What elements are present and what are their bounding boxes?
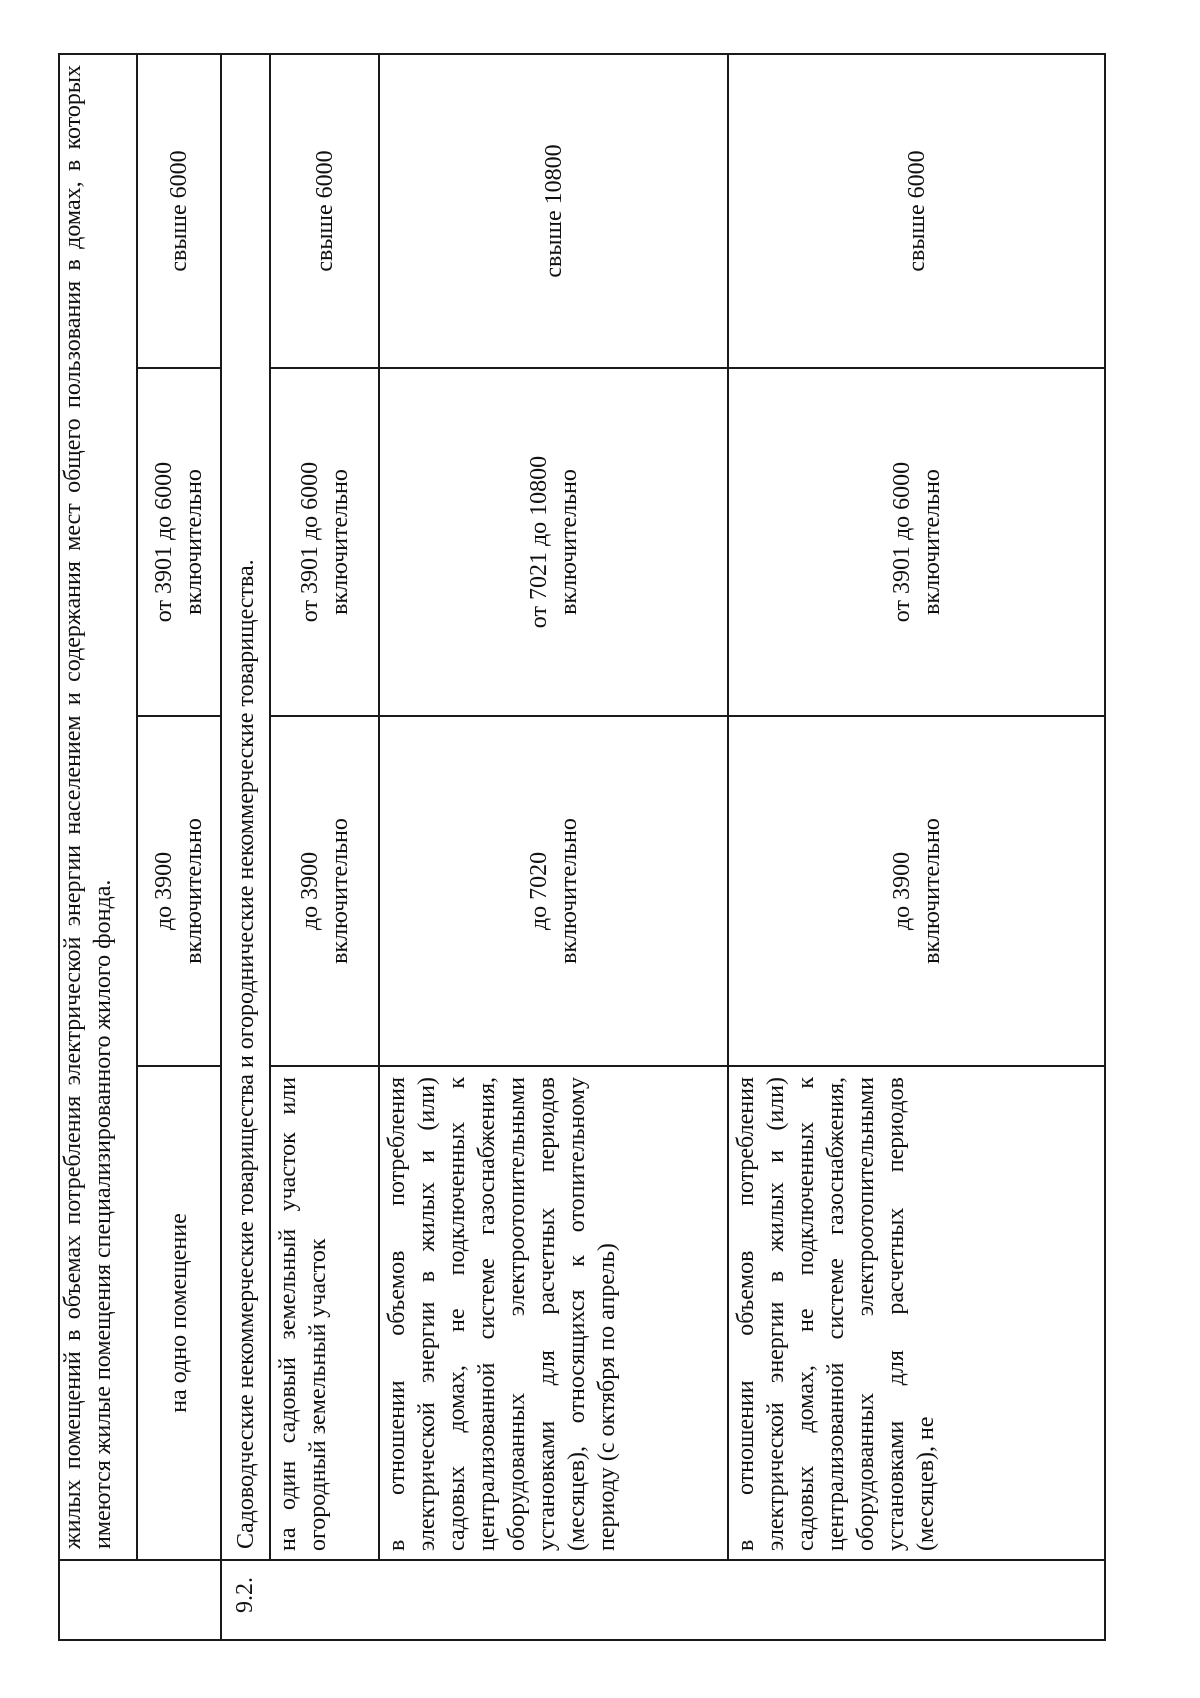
row3-col2-line2: включительно: [918, 469, 945, 615]
row3-col3: [729, 55, 1104, 367]
rotated-page: [58, 53, 1106, 1641]
row2-label: в отношении объемов потребления электрической энергии в жилых и (или) садовых домах, не подключенных к централизованной системе газоснабжения, оборудованных электроотопительными установками для расчетных периодов (месяцев), относящихся к отопительному периоду (с октября по апрель): [384, 1077, 620, 1551]
section-title-text: Садоводческие некоммерческие товарищества и огороднические некоммерческие товарищества.: [232, 559, 259, 1549]
header-row-col1-line1: до 3900: [151, 851, 177, 931]
row3-label: в отношении объемов потребления электрической энергии в жилых и (или) садовых домах, не подключенных к централизованной системе газоснабжения, оборудованных электроотопительными установками для расчетных периодов (месяцев), не: [733, 1077, 939, 1551]
header-row-label: [138, 1067, 220, 1559]
row1-col2: [271, 369, 378, 715]
header-row-col1-line2: включительно: [181, 818, 207, 964]
row3-col3-text: свыше 6000: [903, 150, 930, 272]
row2-col3-text: свыше 10800: [540, 144, 567, 278]
row3-col1-line1: до 3900: [888, 851, 915, 931]
row1-col2-line1: от 3901 до 6000: [296, 461, 323, 623]
row2-col1-line1: до 7020: [525, 851, 552, 931]
row3-col2: [729, 369, 1104, 715]
rule-number-col: [58, 1559, 1106, 1561]
row1-col1: [271, 717, 378, 1065]
header-row-col2: [138, 369, 220, 715]
row2-col1: [380, 717, 727, 1065]
row1-col3-text: свыше 6000: [311, 150, 338, 272]
header-row-col3: [138, 55, 220, 367]
section-number: 9.2.: [232, 1577, 258, 1613]
row1-col1-line1: до 3900: [296, 851, 323, 931]
row3-col1-line2: включительно: [918, 818, 945, 964]
header-row-col2-line2: включительно: [181, 469, 207, 615]
header-text: жилых помещений в объемах потребления электрической энергии населением и содержания мест общего пользования в домах, в которых имеются жилые помещения специализированного жилого фонда.: [60, 65, 116, 1549]
row3-col1: [729, 717, 1104, 1065]
row1-col3: [271, 55, 378, 367]
table-border-bottom: [1104, 53, 1106, 1641]
row2-col3: [380, 55, 727, 367]
row1-col2-line2: включительно: [326, 469, 353, 615]
row3-col2-line1: от 3901 до 6000: [888, 461, 915, 623]
row2-col2-line2: включительно: [555, 469, 582, 615]
header-row-col1: [138, 717, 220, 1065]
row2-col2: [380, 369, 727, 715]
header-row-col3-text: свыше 6000: [166, 150, 192, 272]
row1-label: на один садовый земельный участок или огородный земельный участок: [275, 1077, 331, 1551]
row1-col1-line2: включительно: [326, 818, 353, 964]
table-border-left: [58, 1639, 1106, 1641]
header-row-col2-line1: от 3901 до 6000: [151, 461, 177, 623]
row2-col2-line1: от 7021 до 10800: [525, 455, 552, 629]
header-row-label-text: на одно помещение: [166, 1213, 192, 1413]
row2-col1-line2: включительно: [555, 818, 582, 964]
section-title: [222, 57, 269, 1557]
